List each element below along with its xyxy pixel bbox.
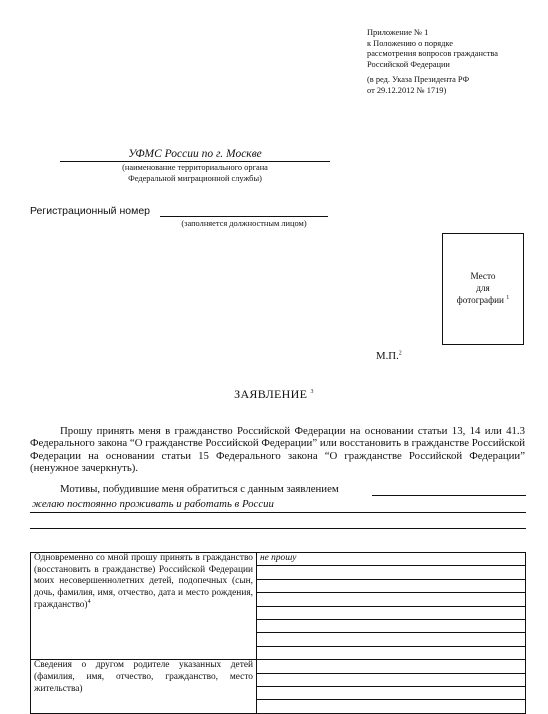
authority-underline bbox=[60, 161, 330, 162]
footnote-marker: 3 bbox=[310, 389, 314, 395]
motives-label: Мотивы, побудившие меня обратиться с данным заявлением bbox=[60, 483, 339, 495]
appendix-line: к Положению о порядке bbox=[367, 38, 453, 48]
appendix-header bbox=[367, 28, 498, 97]
appendix-line: Приложение № 1 bbox=[367, 28, 429, 37]
motives-field[interactable]: желаю постоянно проживать и работать в России bbox=[32, 498, 274, 510]
children-field[interactable] bbox=[257, 619, 526, 632]
table-row bbox=[31, 660, 526, 673]
parent-field[interactable] bbox=[257, 686, 526, 699]
footnote-marker: 4 bbox=[87, 598, 91, 605]
parent-label: Сведения о другом родителе указанных детей (фамилия, имя, отчество, гражданство, место жительства) bbox=[31, 660, 257, 714]
motives-line bbox=[30, 528, 526, 529]
registration-note: (заполняется должностным лицом) bbox=[181, 219, 307, 228]
authority-note bbox=[60, 163, 330, 184]
appendix-edition-note: от 29.12.2012 № 1719) bbox=[367, 85, 447, 95]
stamp-place bbox=[376, 350, 402, 362]
children-field[interactable] bbox=[257, 633, 526, 646]
photo-label-line: для bbox=[476, 283, 490, 293]
parent-field[interactable] bbox=[257, 673, 526, 686]
photo-label bbox=[442, 270, 524, 306]
children-field[interactable] bbox=[257, 593, 526, 606]
appendix-line: рассмотрения вопросов гражданства bbox=[367, 49, 498, 59]
children-field[interactable]: не прошу bbox=[257, 553, 526, 566]
parent-field[interactable] bbox=[257, 660, 526, 673]
children-field[interactable] bbox=[257, 579, 526, 592]
appendix-line: Российской Федерации bbox=[367, 59, 450, 69]
authority-note-line: Федеральной миграционной службы) bbox=[128, 173, 262, 183]
photo-label-line: Место bbox=[470, 271, 496, 281]
motives-line bbox=[30, 512, 526, 513]
children-field[interactable] bbox=[257, 606, 526, 619]
parent-field[interactable] bbox=[257, 700, 526, 713]
footnote-marker: 2 bbox=[398, 350, 402, 357]
motives-underline bbox=[372, 495, 526, 496]
footnote-marker: 1 bbox=[506, 294, 510, 301]
appendix-edition-note: (в ред. Указа Президента РФ bbox=[367, 75, 470, 85]
statement-paragraph: Прошу принять меня в гражданство Российской Федерации на основании статьи 13, 14 или 41.3 Федерального закона “О гражданстве Российской Федерации” или восстановить в гражданстве Российской Федерации на основании статьи 15 Федерального закона “О гражданстве Российской Федерации” (ненужное зачеркнуть). bbox=[30, 425, 525, 475]
authority-note-line: (наименование территориального органа bbox=[122, 163, 268, 172]
photo-label-line: фотографии bbox=[456, 295, 504, 305]
registration-number-field[interactable] bbox=[160, 216, 328, 217]
statement-title bbox=[0, 387, 548, 402]
table-row bbox=[31, 553, 526, 566]
children-label-text: Одновременно со мной прошу принять в гражданство (восстановить в гражданстве) Российской Федерации моих несовершеннолетних детей, подопечных (сын, дочь, фамилия, имя, отчество, дата и место рождения, гражданство) bbox=[34, 553, 253, 610]
stamp-label: М.П. bbox=[376, 350, 399, 362]
children-table bbox=[30, 552, 526, 714]
children-label bbox=[31, 553, 257, 660]
registration-label: Регистрационный номер bbox=[30, 205, 150, 217]
authority-field[interactable]: УФМС России по г. Москве bbox=[128, 148, 262, 160]
title-text: ЗАЯВЛЕНИЕ bbox=[234, 387, 308, 401]
children-field[interactable] bbox=[257, 566, 526, 579]
children-field[interactable] bbox=[257, 646, 526, 659]
